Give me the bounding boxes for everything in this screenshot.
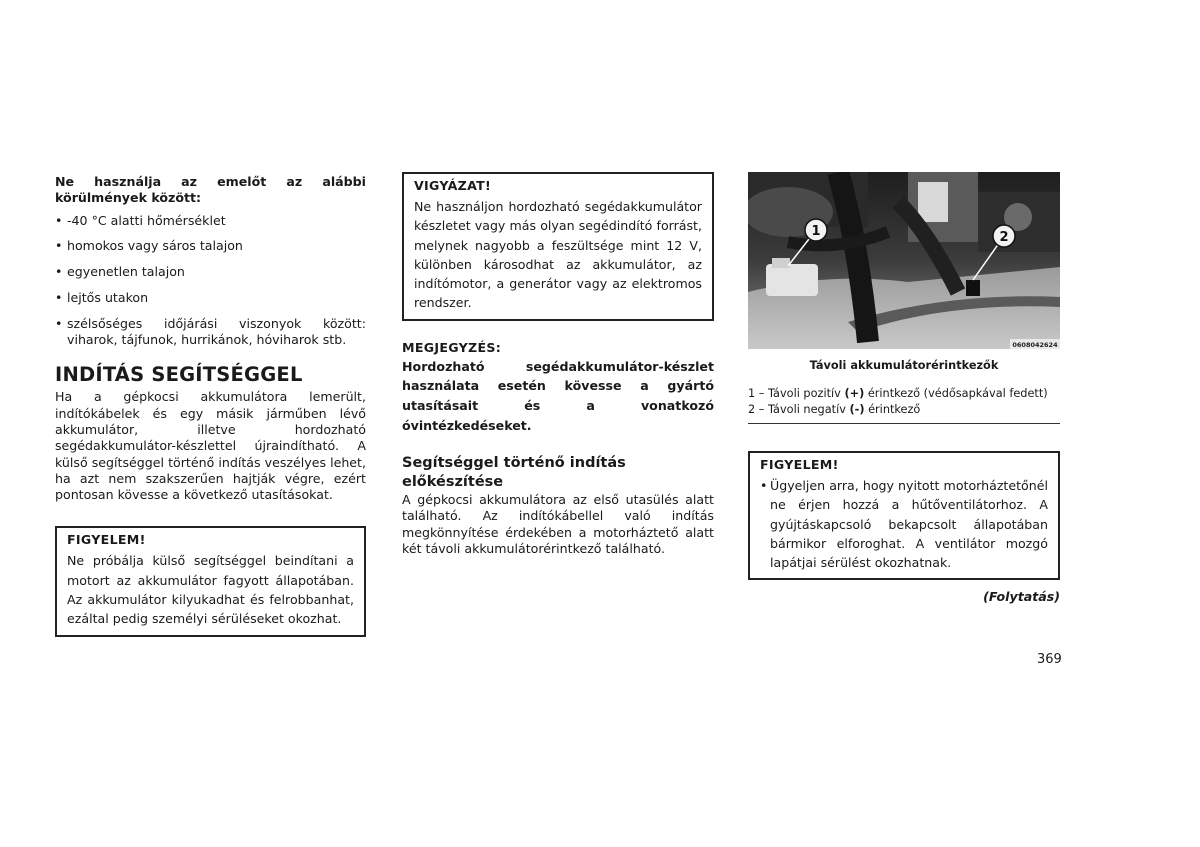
note-title: MEGJEGYZÉS:	[402, 339, 502, 355]
column-right	[748, 172, 1060, 604]
legend-item: 1 – Távoli pozitív (+) érintkező (védősapkával fedett)	[748, 387, 1048, 400]
list-item: • szélsőséges időjárási viszonyok között: viharok, tájfunok, hurrikánok, hóviharok stb.	[55, 316, 366, 349]
list-item: • egyenetlen talajon	[55, 264, 366, 280]
photo-legend	[748, 386, 1060, 418]
section-body: Ha a gépkocsi akkumulátora lemerült, indítókábelek és egy másik járműben lévő akkumulátor, illetve hordozható segédakkumulátor-készlettel újraindítható. A külső segítséggel történő indítás veszélyes lehet, ha azt nem szakszerűen hajtják végre, ezért pontosan kövesse a következő utasításokat.	[55, 389, 366, 503]
engine-bay-illustration	[748, 172, 1060, 349]
photo-code: 0608042624	[1012, 341, 1058, 349]
warning-title: FIGYELEM!	[760, 457, 839, 472]
subsection-title: Segítséggel történő indítás előkészítése	[402, 455, 626, 491]
warning-title: FIGYELEM!	[67, 532, 146, 548]
callout-label: 2	[999, 230, 1009, 245]
divider	[748, 423, 1060, 424]
warning-body: Ne próbálja külső segítséggel beindítani a motort az akkumulátor fagyott állapotában. Az akkumulátor kilyukadhat és felrobbanhat, ezáltal pedig személyi sérüléseket okozhat.	[67, 553, 354, 627]
list-item: • lejtős utakon	[55, 290, 366, 306]
page-number: 369	[1037, 652, 1062, 667]
caution-title: VIGYÁZAT!	[414, 178, 492, 193]
callout-label: 1	[811, 224, 821, 239]
warning-box	[55, 526, 366, 636]
photo-caption: Távoli akkumulátorérintkezők	[809, 359, 999, 372]
section-title: INDÍTÁS SEGÍTSÉGGEL	[55, 363, 303, 387]
jack-usage-intro: Ne használja az emelőt az alábbi körülmények között:	[55, 174, 366, 206]
list-item: • homokos vagy sáros talajon	[55, 238, 366, 254]
continued-label: (Folytatás)	[983, 589, 1060, 605]
conditions-list	[55, 213, 366, 349]
note-body: Hordozható segédakkumulátor-készlet használata esetén kövesse a gyártó utasításait és a vonatkozó óvintézkedéseket.	[402, 358, 714, 433]
caution-box	[402, 172, 714, 321]
column-middle	[402, 172, 714, 557]
caution-body: Ne használjon hordozható segédakkumulátor készletet vagy más olyan segédindító forrást, melynek nagyobb a feszültsége mint 12 V, különben károsodhat az akkumulátor, az indítómotor, a generátor vagy az elektromos rendszer.	[414, 199, 702, 311]
column-left	[55, 172, 366, 637]
warning-body: • Ügyeljen arra, hogy nyitott motorháztetőnél ne érjen hozzá a hűtőventilátorhoz. A gyújtáskapcsoló bekapcsolt állapotában bármikor elforoghat. A ventilátor mozgó lapátjai sérülést okozhatnak.	[760, 476, 1048, 572]
warning-box	[748, 451, 1060, 580]
subsection-body: A gépkocsi akkumulátora az első utasülés alatt található. Az indítókábellel való indítás megkönnyítése érdekében a motorháztető alatt két távoli akkumulátorérintkező található.	[402, 492, 714, 557]
list-item: • -40 °C alatti hőmérséklet	[55, 213, 366, 229]
engine-bay-photo	[748, 172, 1060, 349]
legend-item: 2 – Távoli negatív (-) érintkező	[748, 403, 921, 416]
